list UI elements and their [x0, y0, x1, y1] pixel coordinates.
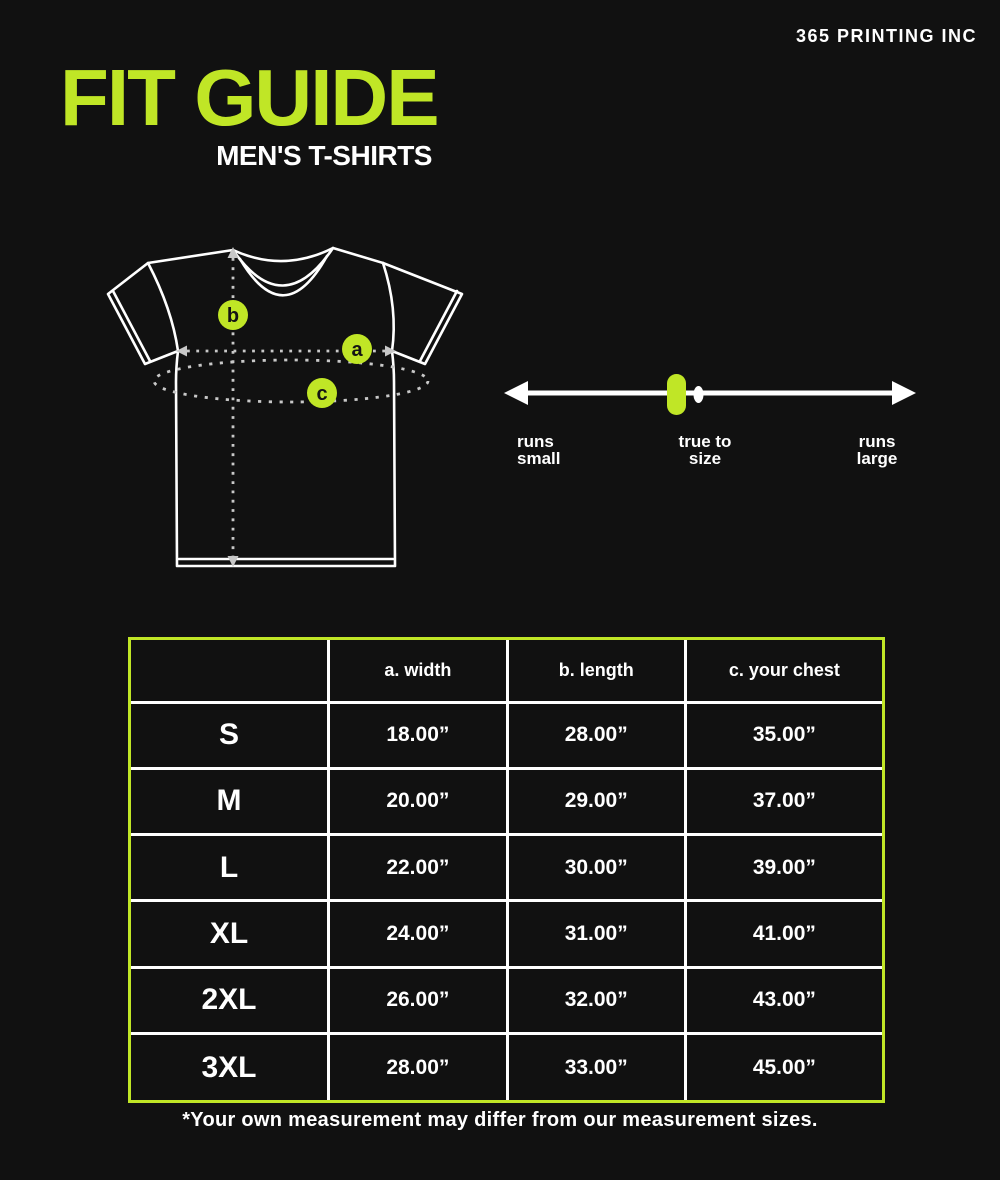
length-measure-line [228, 247, 239, 567]
scale-label-runs-large [837, 433, 917, 467]
left-cuff-hem [113, 291, 150, 361]
width-value: 26.00” [329, 967, 508, 1033]
left-armhole-seam [148, 263, 178, 351]
chest-value: 41.00” [685, 901, 882, 967]
scale-arrow-right-icon [892, 381, 916, 405]
chest-value: 45.00” [685, 1034, 882, 1100]
header-width: a. width [329, 640, 508, 702]
length-value: 33.00” [507, 1034, 685, 1100]
marker-a-label: a [351, 339, 363, 361]
width-value: 22.00” [329, 835, 508, 901]
chest-value: 39.00” [685, 835, 882, 901]
length-value: 29.00” [507, 768, 685, 834]
tshirt-diagram [100, 237, 470, 582]
arrowhead-right-icon [385, 346, 396, 357]
width-value: 20.00” [329, 768, 508, 834]
size-label: L [131, 835, 329, 901]
chest-value: 37.00” [685, 768, 882, 834]
scale-label-runs-small-line1: runs [517, 432, 554, 451]
chest-value: 43.00” [685, 967, 882, 1033]
scale-label-runs-large-line1: runs [858, 432, 896, 451]
marker-c-label: c [316, 383, 328, 405]
chest-measure-ellipse [154, 360, 428, 402]
marker-b [218, 300, 248, 330]
right-cuff-hem [420, 291, 457, 361]
scale-label-runs-small [517, 433, 560, 467]
scale-arrow-left-icon [504, 381, 528, 405]
right-armhole-seam [383, 263, 394, 351]
scale-marker-pill [667, 374, 686, 415]
length-value: 32.00” [507, 967, 685, 1033]
header-chest: c. your chest [685, 640, 882, 702]
header-size [131, 640, 329, 702]
scale-label-true-to-size-line2: size [688, 449, 722, 468]
length-value: 31.00” [507, 901, 685, 967]
length-value: 30.00” [507, 835, 685, 901]
chest-value: 35.00” [685, 702, 882, 768]
size-table-frame [128, 637, 885, 1103]
size-label: 2XL [131, 967, 329, 1033]
page-title: FIT GUIDE [60, 53, 438, 142]
table-row [131, 702, 882, 768]
header-length: b. length [507, 640, 685, 702]
length-value: 28.00” [507, 702, 685, 768]
tshirt-outline [108, 248, 462, 566]
marker-a [342, 334, 372, 364]
width-value: 24.00” [329, 901, 508, 967]
size-label: S [131, 702, 329, 768]
scale-label-true-to-size [655, 433, 755, 467]
scale-label-true-to-size-line1: true to [678, 432, 732, 451]
size-label: XL [131, 901, 329, 967]
brand-name: 365 PRINTING INC [795, 26, 977, 46]
table-row [131, 967, 882, 1033]
footnote: *Your own measurement may differ from our measurement sizes. [182, 1109, 818, 1131]
width-value: 28.00” [329, 1034, 508, 1100]
header-row [131, 640, 882, 702]
table-row [131, 835, 882, 901]
marker-b-label: b [226, 305, 240, 327]
fit-scale [500, 370, 920, 420]
size-table [131, 640, 882, 1100]
size-label: M [131, 768, 329, 834]
page-subtitle: MEN'S T-SHIRTS [216, 140, 432, 171]
width-value: 18.00” [329, 702, 508, 768]
scale-marker-dot [694, 386, 704, 403]
table-row [131, 901, 882, 967]
table-row [131, 1034, 882, 1100]
marker-c [307, 378, 337, 408]
table-row [131, 768, 882, 834]
scale-label-runs-large-line2: large [856, 449, 898, 468]
scale-label-runs-small-line2: small [517, 449, 561, 468]
size-label: 3XL [131, 1034, 329, 1100]
